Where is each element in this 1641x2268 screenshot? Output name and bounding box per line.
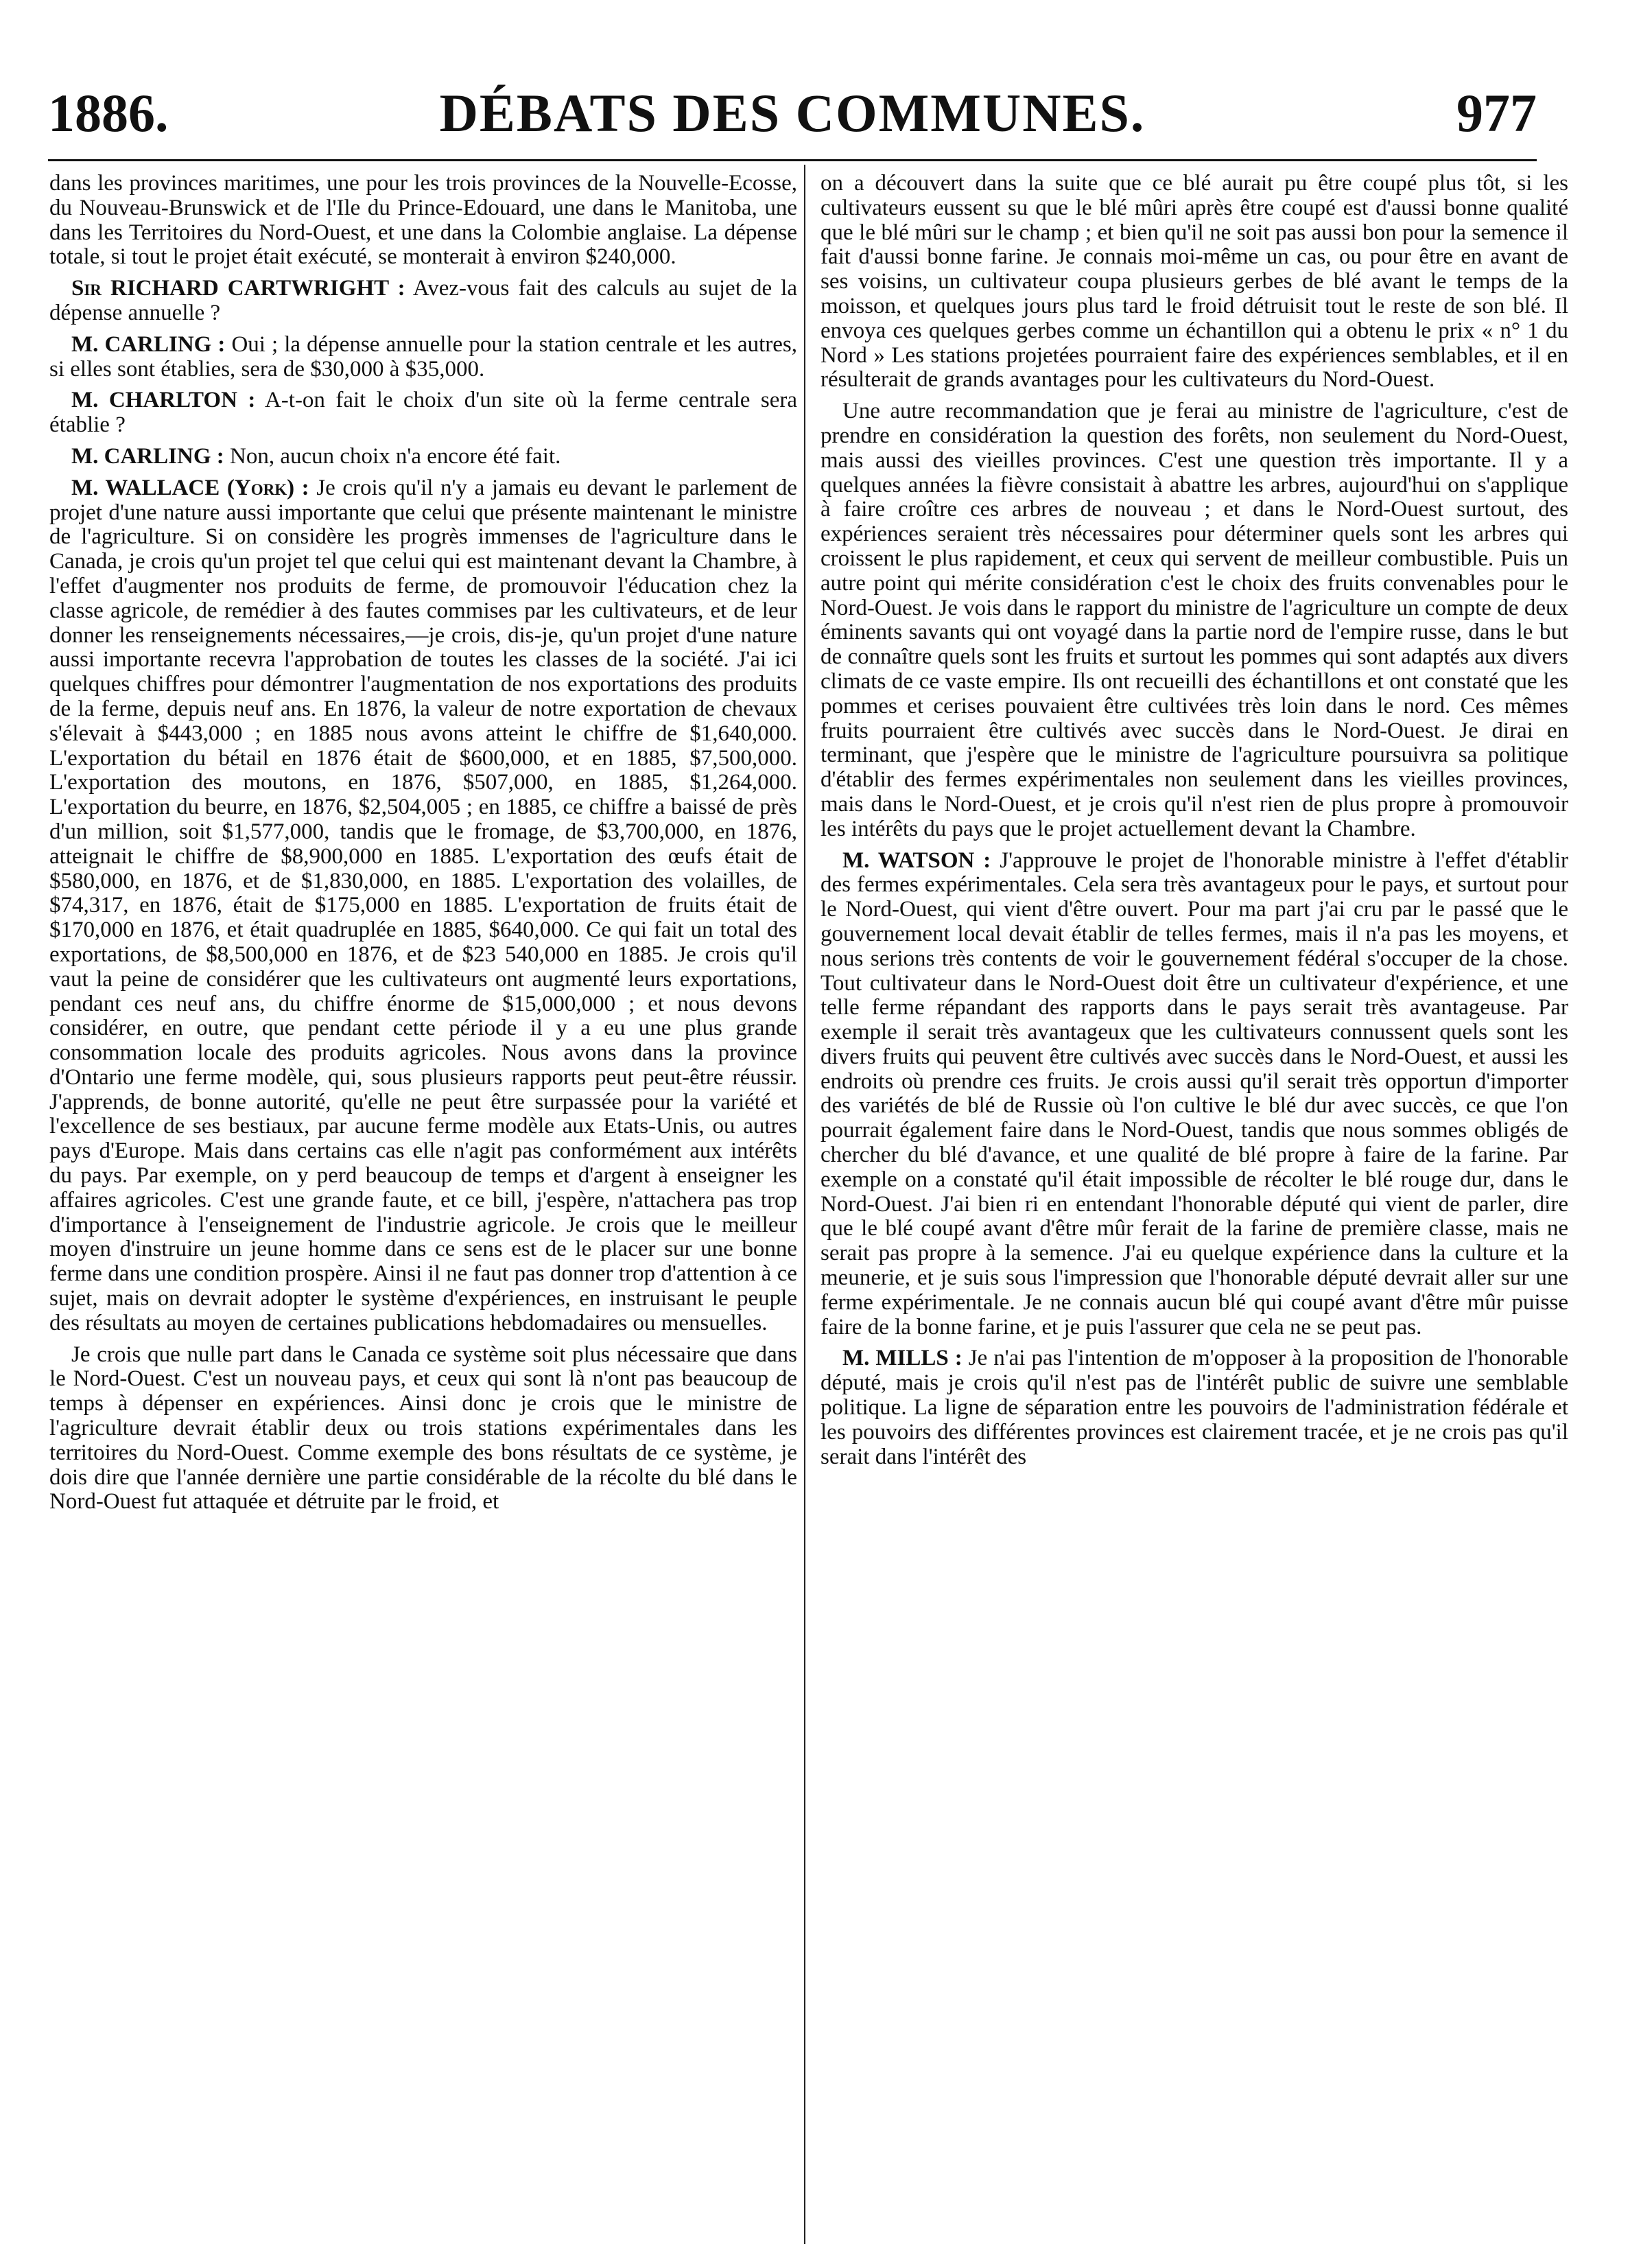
paragraph: M. CARLING : Non, aucun choix n'a encore été fait. [71,443,561,469]
paragraph: Une autre recommandation que je ferai au ministre de l'agriculture, c'est de prendre en considération la question des forêts, non seulement du Nord-Ouest, mais aussi des vieilles provinces. C'est une question très importante. Il y a quelques années la fièvre consistait à abattre les arbres, aujourd'hui on s'applique à faire croître ces arbres de nouveau ; et dans le Nord-Ouest surtout, des expériences seraient très nécessaires pour déterminer quels sont les arbres qui croissent le plus rapidement, et ceux qui servent de meilleur combustible. Puis un autre point qui mérite considération c'est le choix des fruits convenables pour le Nord-Ouest. Je vois dans le rapport du ministre de l'agriculture un compte de deux éminents savants qui ont voyagé dans la partie nord de l'empire russe, dans le but de connaître quels sont les fruits et surtout les pommes qui sont adaptés aux divers climats de ce vaste empire. Ils ont recueilli des échantillons et ont constaté que les pommes et cerises pouvaient être cultivées très loin dans le nord. Ces mêmes fruits pourraient être cultivés avec succès dans le Nord-Ouest. Je dirai en terminant, que j'espère que le ministre de l'agriculture poursuivra sa politique d'établir des fermes expérimentales non seulement dans les vieilles provinces, mais dans le Nord-Ouest, et je crois qu'il n'est rien de plus propre à promouvoir les intérêts du pays que le projet actuellement devant la Chambre. [820,399,1568,841]
speaker-name: M. CHARLTON : [71,388,256,413]
paragraph: M. MILLS : Je n'ai pas l'intention de m'opposer à la proposition de l'honorable député, mais je crois qu'il n'est pas de l'intérêt public de suivre une semblable politique. La ligne de séparation entre les pouvoirs de l'administration fédérale et les pouvoirs des différentes provinces est clairement tracée, et je ne crois pas qu'il serait dans l'intérêt des [820,1346,1568,1469]
speaker-name: M. CARLING : [71,443,224,469]
left-column [49,172,797,2244]
right-column [820,172,1568,2244]
paragraph: Je crois que nulle part dans le Canada ce système soit plus nécessaire que dans le Nord-Ouest. C'est un nouveau pays, et ceux qui sont là n'ont pas beaucoup de temps à dépenser en expériences. Ainsi donc je crois que le ministre de l'agriculture devrait établir deux ou trois stations expérimentales dans les territoires du Nord-Ouest. Comme exemple des bons résultats de ce système, je dois dire que l'année dernière une partie considérable de la récolte du blé dans le Nord-Ouest fut attaquée et détruite par le froid, et [49,1342,797,1515]
paragraph: M. WATSON : J'approuve le projet de l'honorable ministre à l'effet d'établir des fermes expérimentales. Cela sera très avantageux pour le pays, et surtout pour le Nord-Ouest, qui vient d'être ouvert. Pour ma part j'ai cru par le passé que le gouvernement local devait établir de telles fermes, mais il n'a pas les moyens, et nous serions très contents de voir le gouvernement fédéral s'occuper de la chose. Tout cultivateur dans le Nord-Ouest doit être un cultivateur d'expérience, et une telle ferme répandant des rapports dans le pays serait très avantageuse. Par exemple il serait très avantageux que les cultivateurs connussent quels sont les divers fruits qui peuvent être cultivés avec succès dans le Nord-Ouest, et aussi les endroits où prendre ces fruits. Je crois aussi qu'il serait très opportun d'importer des variétés de blé de Russie où l'on cultive le blé dur avec succès, ce que l'on pourrait également faire dans le Nord-Ouest, tandis que nous sommes obligés de chercher du blé d'avance, et une qualité de blé propre à faire de la farine. Par exemple on a constaté qu'il était impossible de récolter le blé rouge dur, dans le Nord-Ouest. J'ai bien ri en entendant l'honorable député qui vient de parler, dire que le blé coupé avant d'être mûr ferait de la farine de première classe, mais ne serait pas propre à la semence. J'ai eu quelque expérience dans la culture et la meunerie, et je suis sous l'impression que l'honorable député devrait aller sur une ferme expérimentale. Je ne connais aucun blé qui coupé avant d'être mûr puisse faire de la bonne farine, et je puis l'assurer que cela ne se peut pas. [820,847,1568,1340]
speaker-name: M. WATSON : [842,847,991,873]
page-number: 977 [1456,83,1537,143]
speaker-name: M. WALLACE (York) : [71,475,309,500]
paragraph: Sir RICHARD CARTWRIGHT : Avez-vous fait des calculs au sujet de la dépense annuelle ? [49,276,797,325]
running-title: DÉBATS DES COMMUNES. [439,83,1146,143]
speaker-name: M. CARLING : [71,331,226,357]
speaker-name: Sir RICHARD CARTWRIGHT : [71,276,405,301]
speaker-name: M. MILLS : [842,1346,963,1371]
page-year: 1886. [48,83,169,143]
paragraph: M. CHARLTON : A-t-on fait le choix d'un site où la ferme centrale sera établie ? [49,388,797,438]
header-rule [48,159,1537,161]
paragraph: dans les provinces maritimes, une pour les trois provinces de la Nouvelle-Ecosse, du Nouveau-Brunswick et de l'Ile du Prince-Edouard, une dans le Manitoba, une dans les Territoires du Nord-Ouest, et une dans la Colombie anglaise. La dépense totale, si tout le projet était exécuté, se monterait à environ $240,000. [49,172,797,270]
column-divider [804,165,805,2244]
paragraph: M. WALLACE (York) : Je crois qu'il n'y a jamais eu devant le parlement de projet d'une nature aussi importante que celui que présente maintenant le ministre de l'agriculture. Si on considère les progrès immenses de l'agriculture dans le Canada, je crois qu'un projet tel que celui qui est maintenant devant la Chambre, à l'effet d'augmenter nos produits de ferme, de promouvoir l'éducation chez la classe agricole, de remédier à des fautes commises par les cultivateurs, et de leur donner les renseignements nécessaires,—je crois, dis-je, qu'un projet d'une nature aussi importante recevra l'approbation de toutes les classes de la société. J'ai ici quelques chiffres pour démontrer l'augmentation de nos exportations des produits de la ferme, depuis neuf ans. En 1876, la valeur de notre exportation de chevaux s'élevait à $443,000 ; en 1885 nous avons atteint le chiffre de $1,640,000. L'exportation du bétail en 1876 était de $600,000, et en 1885, $7,500,000. L'exportation des moutons, en 1876, $507,000, en 1885, $1,264,000. L'exportation du beurre, en 1876, $2,504,005 ; en 1885, ce chiffre a baissé de près d'un million, soit $1,577,000, tandis que le fromage, de $3,700,000, en 1876, atteignait le chiffre de $8,900,000 en 1885. L'exportation des œufs était de $580,000, en 1876, et de $1,830,000, en 1885. L'exportation des volailles, de $74,317, en 1876, était de $175,000 en 1885. L'exportation de fruits était de $170,000 en 1876, et était quadruplée en 1885, $640,000. Ce qui fait un total des exportations, de $8,500,000 en 1876, et de $23 540,000 en 1885. Je crois qu'il vaut la peine de considérer que les cultivateurs ont augmenté leurs exportations, pendant ces neuf ans, du chiffre énorme de $15,000,000 ; et nous devons considérer, en outre, que pendant cette période il y a eu une plus grande consommation locale des produits agricoles. Nous avons dans la province d'Ontario une ferme modèle, qui, sous plusieurs rapports peut peut-être réussir. J'apprends, de bonne autorité, qu'elle ne peut être surpassée pour la variété et l'excellence de ses bestiaux, par aucune ferme modèle aux Etats-Unis, ou autres pays d'Europe. Mais dans certains cas elle n'agit pas conformément aux intérêts du pays. Par exemple, on y perd beaucoup de temps et d'argent à enseigner les affaires agricoles. C'est une grande faute, et ce bill, j'espère, n'attachera pas trop d'importance à l'enseignement de l'industrie agricole. Je crois que le meilleur moyen d'instruire un jeune homme dans ce sens est de le placer sur une bonne ferme dans une condition prospère. Ainsi il ne faut pas donner trop d'attention à ce sujet, mais on devrait adopter le système d'expériences, en instruisant le peuple des résultats au moyen de certaines publications hebdomadaires ou mensuelles. [49,475,797,1335]
paragraph: on a découvert dans la suite que ce blé aurait pu être coupé plus tôt, si les cultivateurs eussent su que le blé mûri après être coupé est d'aussi bonne qualité que le blé mûri sur le champ ; et bien qu'il ne soit pas aussi bon pour la semence il fait d'aussi bonne farine. Je connais moi-même un cas, ou pour être en avant de ses voisins, un cultivateur coupa plusieurs gerbes de blé avant le temps de la moisson, et quelques jours plus tard le froid détruisit tout le reste de son blé. Il envoya ces quelques gerbes comme un échantillon qui a obtenu le prix « n° 1 du Nord » Les stations projetées pourraient faire des expériences semblables, et il en résulterait de grands avantages pour les cultivateurs du Nord-Ouest. [820,172,1568,393]
page-header [48,75,1537,158]
paragraph: M. CARLING : Oui ; la dépense annuelle pour la station centrale et les autres, si elles sont établies, sera de $30,000 à $35,000. [49,331,797,382]
